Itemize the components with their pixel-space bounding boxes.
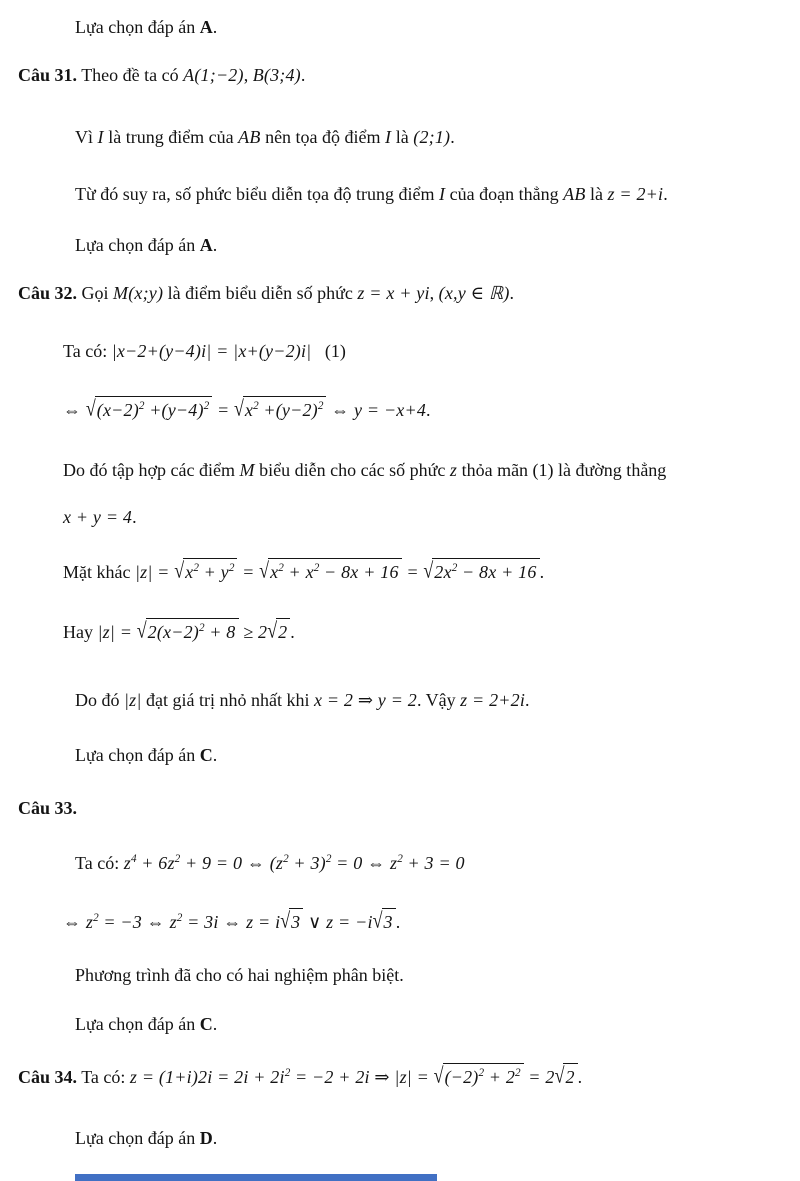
radical-expression <box>234 396 326 424</box>
solution-line-locus: Do đó tập hợp các điểm M biểu diễn cho các số phức z thỏa mãn (1) là đường thẳng <box>63 460 667 480</box>
radicand: $(-2)^2 + 2^2$ <box>443 1063 524 1091</box>
solution-line-z-midpoint: Từ đó suy ra, số phức biểu diễn tọa độ trung điểm I của đoạn thẳng AB là z = 2+i. <box>75 184 668 204</box>
radical-sign-icon: √ <box>85 396 96 421</box>
radical-expression <box>137 618 239 646</box>
radical-expression <box>86 396 212 424</box>
radical-sign-icon: √ <box>372 908 383 933</box>
solution-line-midpoint: Vì I là trung điểm của AB nên tọa độ điểm I là (2;1). <box>75 127 455 147</box>
radicand: 3 <box>289 908 303 936</box>
solution-line-min-value: Do đó |z| đạt giá trị nhỏ nhất khi x = 2 ⇒ y = 2. Vậy z = 2+2i. <box>75 690 530 710</box>
radical-sign-icon: √ <box>433 1063 444 1088</box>
radical-sign-icon: √ <box>554 1063 565 1088</box>
radical-sign-icon: √ <box>267 618 278 643</box>
radicand: $x^2 + y^2$ <box>183 558 237 586</box>
radical-expression <box>259 558 401 586</box>
solution-line-sqrt-expand: ⇔ $√(x-2)^2 +(y-4)^2 = √x^2 +(y-2)^2$ ⇔ y = −x+4. <box>63 396 431 424</box>
radicand: $2(x-2)^2 + 8$ <box>146 618 239 646</box>
solution-line-eq1: Ta có: |x−2+(y−4)i| = |x+(y−2)i| (1) <box>63 341 346 361</box>
solution-line-quartic: Ta có: $z^4 + 6z^2 + 9 = 0$ ⇔ $(z^2 + 3)^2 = 0$ ⇔ $z^2 + 3 = 0$ <box>75 853 465 873</box>
cau-32-line: Câu 32. Gọi M(x;y) là điểm biểu diễn số phức z = x + yi, (x,y ∈ ℝ). <box>18 283 515 303</box>
solution-line-two-roots: Phương trình đã cho có hai nghiệm phân biệt. <box>75 965 404 985</box>
radicand: $x^2 +(y-2)^2$ <box>243 396 327 424</box>
solution-line-modulus: Mặt khác $|z| = √x^2 + y^2 = √x^2 + x^2 - 8x + 16 = √2x^2 - 8x + 16$ . <box>63 558 544 586</box>
radicand: $2x^2 - 8x + 16$ <box>432 558 539 586</box>
cau-33-line: Câu 33. <box>18 798 78 818</box>
radical-expression <box>174 558 237 586</box>
radical-expression <box>434 1063 524 1091</box>
radical-expression <box>373 908 396 936</box>
answer-line-q31: Lựa chọn đáp án A. <box>75 235 218 255</box>
radicand: $(x-2)^2 +(y-4)^2$ <box>95 396 212 424</box>
answer-line-q32: Lựa chọn đáp án C. <box>75 745 218 765</box>
radical-sign-icon: √ <box>234 396 244 421</box>
radicand: 2 <box>276 618 290 646</box>
cutoff-table-header-bar <box>75 1174 437 1181</box>
radical-expression <box>267 618 290 646</box>
solution-line-roots: ⇔ $z^2 = -3$ ⇔ $z^2 = 3i$ ⇔ z = i√3 ∨ z = −i√3 . <box>63 908 400 936</box>
cau-31-line: Câu 31. Theo đề ta có A(1;−2), B(3;4). <box>18 65 306 85</box>
radical-sign-icon: √ <box>280 908 291 933</box>
radical-expression <box>423 558 539 586</box>
radical-expression <box>555 1063 578 1091</box>
radicand: $x^2 + x^2 - 8x + 16$ <box>268 558 402 586</box>
radical-sign-icon: √ <box>259 558 270 583</box>
answer-line-q34: Lựa chọn đáp án D. <box>75 1128 218 1148</box>
answer-line-q30: Lựa chọn đáp án A. <box>75 17 218 37</box>
radicand: 2 <box>563 1063 577 1091</box>
solution-line-xy4: x + y = 4. <box>63 507 137 527</box>
radical-sign-icon: √ <box>423 558 434 583</box>
radicand: 3 <box>382 908 396 936</box>
cau-34-line: Câu 34. Ta có: $z = (1+i)2i = 2i + 2i^2 = -2 + 2i$ ⇒ $|z| = √(-2)^2 + 2^2 = 2√2$ . <box>18 1063 582 1091</box>
radical-sign-icon: √ <box>136 618 147 643</box>
solution-line-min-bound: Hay $|z| = √2(x-2)^2 + 8 \ge 2√2$ . <box>63 618 295 646</box>
radical-sign-icon: √ <box>174 558 185 583</box>
answer-line-q33: Lựa chọn đáp án C. <box>75 1014 218 1034</box>
radical-expression <box>280 908 303 936</box>
